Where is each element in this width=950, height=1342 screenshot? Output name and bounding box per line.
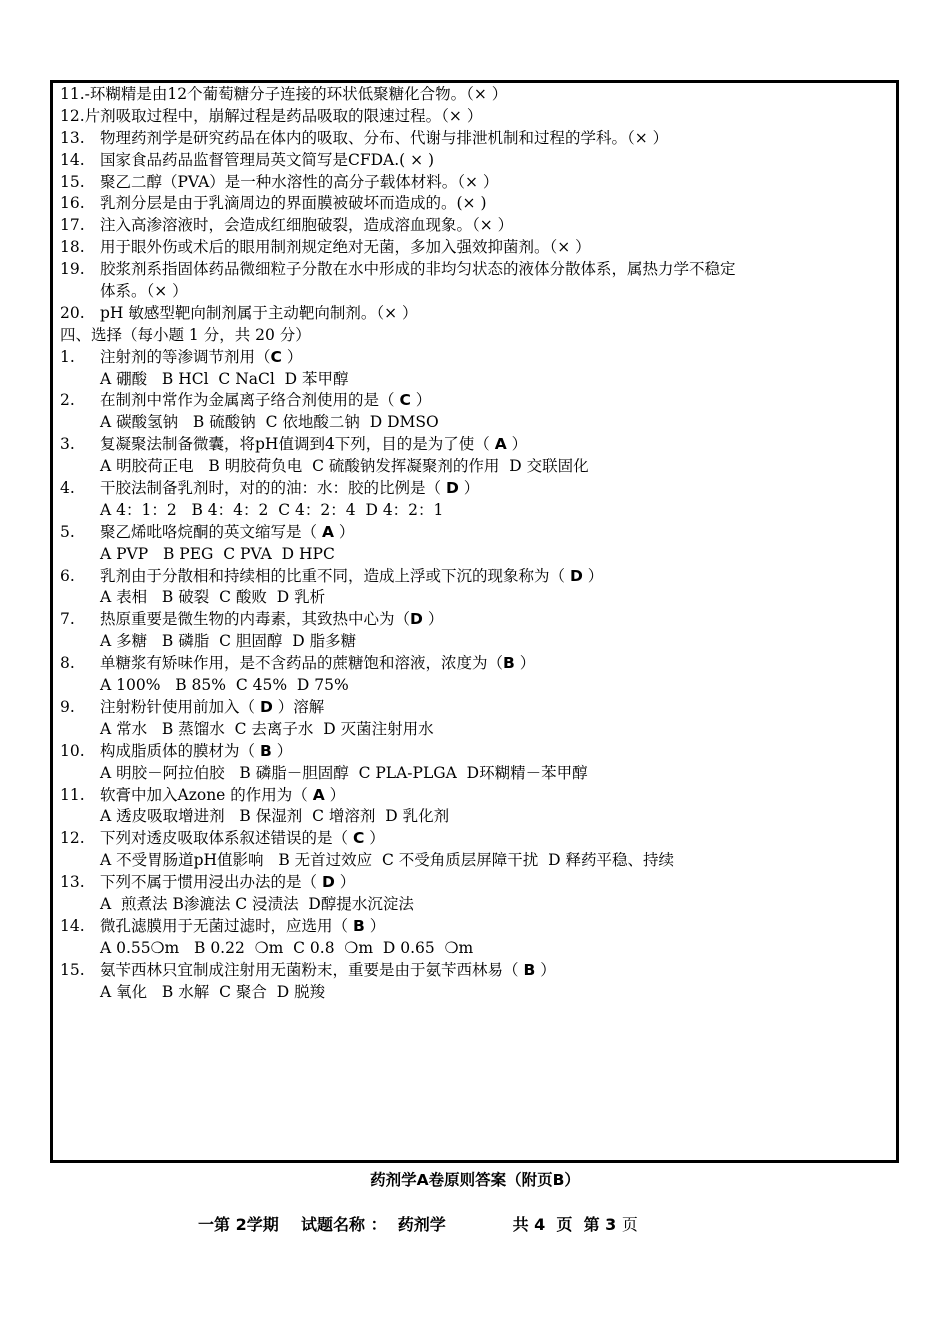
page-suffix: 页 — [621, 1215, 638, 1234]
text-fragment: 氨苄西林只宜制成注射用无菌粉末，重要是由于氨苄西林易（ — [100, 960, 524, 979]
answer-letter: A — [494, 435, 507, 454]
judge-item — [60, 106, 895, 128]
text-fragment: 6. — [60, 566, 75, 585]
text-fragment: 体系。（× ） — [100, 282, 188, 301]
text-fragment: 聚乙二醇（PVA）是一种水溶性的高分子载体材料。（× ） — [100, 172, 499, 191]
text-fragment: 物理药剂学是研究药品在体内的吸取、分布、代谢与排泄机制和过程的学科。（× ） — [100, 128, 669, 147]
judge-item — [60, 150, 895, 172]
choice-question — [60, 390, 895, 412]
judge-item-continuation — [60, 281, 895, 303]
text-fragment: 软膏中加入Azone 的作用为（ — [100, 785, 313, 804]
judge-item — [60, 259, 895, 281]
text-fragment: 14. — [60, 150, 85, 169]
text-fragment: ） — [422, 610, 444, 629]
text-fragment: ） — [334, 873, 356, 892]
text-fragment: 4. — [60, 479, 75, 498]
text-fragment: 12. — [60, 106, 85, 125]
text-fragment: 国家食品药品监督管理局英文简写是CFDA.( × ) — [100, 150, 435, 169]
text-fragment: 5. — [60, 522, 75, 541]
answer-letter: D — [259, 697, 273, 716]
choice-question — [60, 741, 895, 763]
text-fragment: 干胶法制备乳剂时，对的的油：水：胶的比例是（ — [100, 479, 446, 498]
choice-options: A 0.55❍m B 0.22 ❍m C 0.8 ❍m D 0.65 ❍m — [100, 938, 474, 957]
text-fragment: 12. — [60, 829, 85, 848]
choice-options: A 煎煮法 B渗漉法 C 浸渍法 D醇提水沉淀法 — [100, 894, 414, 913]
choice-options: A 表相 B 破裂 C 酸败 D 乳析 — [100, 588, 326, 607]
answer-letter: D — [321, 873, 335, 892]
text-fragment: 下列对透皮吸取体系叙述错误的是（ — [100, 829, 353, 848]
choice-question — [60, 609, 895, 631]
choice-options: A 氧化 B 水解 C 聚合 D 脱羧 — [100, 982, 326, 1001]
choice-options: A 透皮吸取增进剂 B 保湿剂 C 增溶剂 D 乳化剂 — [100, 807, 450, 826]
answer-letter: B — [523, 960, 536, 979]
choice-question — [60, 828, 895, 850]
text-fragment: 在制剂中常作为金属离子络合剂使用的是（ — [100, 391, 400, 410]
answer-letter: A — [312, 785, 325, 804]
text-fragment: 15. — [60, 172, 85, 191]
choice-options: A 多糖 B 磷脂 C 胆固醇 D 脂多糖 — [100, 632, 357, 651]
choice-question — [60, 785, 895, 807]
text-fragment: ） — [281, 347, 303, 366]
text-fragment: ） — [535, 960, 556, 979]
text-fragment: ） — [324, 785, 346, 804]
text-fragment: 乳剂由于分散相和持续相的比重不同，造成上浮或下沉的现象称为（ — [100, 566, 570, 585]
text-fragment: 复凝聚法制备微囊，将pH值调到4下列，目的是为了使（ — [100, 435, 495, 454]
text-fragment: 13. — [60, 873, 85, 892]
choice-options: A 常水 B 蒸馏水 C 去离子水 D 灭菌注射用水 — [100, 719, 434, 738]
answer-letter: A — [321, 522, 334, 541]
term-label: 一第 2学期 — [198, 1215, 279, 1234]
choice-options: A PVP B PEG C PVA D HPC — [100, 544, 335, 563]
text-fragment: ） — [582, 566, 604, 585]
text-fragment: 片剂吸取过程中，崩解过程是药品吸取的限速过程。（× ） — [84, 106, 483, 125]
judge-item — [60, 128, 895, 150]
text-fragment: ）溶解 — [272, 697, 325, 716]
text-fragment: 20. — [60, 303, 85, 322]
text-fragment: 2. — [60, 391, 75, 410]
page-footer — [198, 1212, 638, 1235]
text-fragment: ） — [333, 522, 355, 541]
choice-options: A 不受胃肠道pH值影响 B 无首过效应 C 不受角质层屏障干扰 D 释药平稳、持续 — [100, 851, 675, 870]
answer-letter: B — [503, 654, 515, 673]
answer-letter: C — [270, 347, 282, 366]
choice-options: A 碳酸氢钠 B 硫酸钠 C 依地酸二钠 D DMSO — [100, 413, 439, 432]
choice-question — [60, 916, 895, 938]
text-fragment: 注入高渗溶液时，会造成红细胞破裂，造成溶血现象。（× ） — [100, 216, 514, 235]
text-fragment: ） — [364, 829, 385, 848]
judge-item — [60, 172, 895, 194]
text-fragment: 胶浆剂系指固体药品微细粒子分散在水中形成的非均匀状态的液体分散体系，属热力学不稳定 — [100, 260, 736, 279]
text-fragment: 构成脂质体的膜材为（ — [100, 741, 260, 760]
choice-question — [60, 347, 895, 369]
page-number: 第 3 — [583, 1215, 617, 1234]
answer-letter: B — [259, 741, 272, 760]
choice-question — [60, 653, 895, 675]
text-fragment: 19. — [60, 260, 85, 279]
text-fragment: 注射粉针使用前加入（ — [100, 697, 260, 716]
choice-question — [60, 872, 895, 894]
text-fragment: 11. — [60, 85, 85, 103]
choice-options: A 100% B 85% C 45% D 75% — [100, 676, 349, 695]
answer-letter: C — [352, 829, 365, 848]
choice-question — [60, 697, 895, 719]
text-fragment: 聚乙烯吡咯烷酮的英文缩写是（ — [100, 522, 322, 541]
choice-question — [60, 960, 895, 982]
text-fragment: 热原重要是微生物的内毒素，其致热中心为（ — [100, 610, 411, 629]
answer-letter: D — [569, 566, 583, 585]
text-fragment: 微孔滤膜用于无菌过滤时，应选用（ — [100, 916, 353, 935]
text-fragment: ） — [458, 479, 480, 498]
text-fragment: pH 敏感型靶向制剂属于主动靶向制剂。（× ） — [100, 303, 418, 322]
text-fragment: ） — [364, 916, 386, 935]
exam-name: 药剂学 — [397, 1215, 446, 1234]
choice-question — [60, 566, 895, 588]
judge-item — [60, 193, 895, 215]
text-fragment: 3. — [60, 435, 75, 454]
choice-options: A 4：1：2 B 4：4：2 C 4：2：4 D 4：2：1 — [100, 500, 444, 519]
judge-item — [60, 84, 895, 106]
text-fragment: 18. — [60, 238, 85, 257]
text-fragment: 16. — [60, 194, 85, 213]
text-fragment: 7. — [60, 610, 75, 629]
text-fragment: ） — [506, 435, 528, 454]
answer-letter: B — [352, 916, 365, 935]
text-fragment: 13. — [60, 128, 85, 147]
answer-letter: D — [445, 479, 459, 498]
text-fragment: 1. — [60, 347, 75, 366]
answer-sheet-title: 药剂学A卷原则答案（附页B） — [370, 1171, 580, 1189]
choice-options: A 明胶荷正电 B 明胶荷负电 C 硫酸钠发挥凝聚剂的作用 D 交联固化 — [100, 457, 589, 476]
text-fragment: 注射剂的等渗调节剂用（ — [100, 347, 271, 366]
section-heading: 四、选择（每小题 1 分，共 20 分） — [60, 325, 311, 344]
total-pages: 共 4 页 — [512, 1215, 573, 1234]
choice-options: A 明胶－阿拉伯胶 B 磷脂－胆固醇 C PLA-PLGA D环糊精－苯甲醇 — [100, 763, 588, 782]
text-fragment: 8. — [60, 654, 75, 673]
exam-label: 试题名称 ： — [301, 1215, 387, 1234]
text-fragment: 下列不属于惯用浸出办法的是（ — [100, 873, 322, 892]
judge-item — [60, 237, 895, 259]
judge-section — [60, 84, 895, 325]
text-fragment: ） — [271, 741, 293, 760]
text-fragment: 乳剂分层是由于乳滴周边的界面膜被破坏而造成的。(× ) — [100, 194, 487, 213]
answer-letter: C — [399, 391, 411, 410]
choice-options: A 硼酸 B HCl C NaCl D 苯甲醇 — [100, 369, 349, 388]
text-fragment: 10. — [60, 741, 85, 760]
text-fragment: 17. — [60, 216, 85, 235]
answer-content — [60, 84, 895, 1003]
text-fragment: 14. — [60, 916, 85, 935]
answer-letter: D — [410, 610, 423, 629]
judge-item — [60, 303, 895, 325]
text-fragment: ） — [410, 391, 432, 410]
text-fragment: 11. — [60, 785, 85, 804]
text-fragment: ） — [514, 654, 536, 673]
choice-question — [60, 434, 895, 456]
text-fragment: 9. — [60, 697, 75, 716]
choice-question — [60, 478, 895, 500]
judge-item — [60, 215, 895, 237]
choice-section — [60, 347, 895, 1004]
choice-question — [60, 522, 895, 544]
text-fragment: -环糊精是由12个葡萄糖分子连接的环状低聚糖化合物。（× ） — [84, 85, 508, 103]
text-fragment: 单糖浆有矫味作用，是不含药品的蔗糖饱和溶液，浓度为（ — [100, 654, 504, 673]
text-fragment: 15. — [60, 960, 85, 979]
text-fragment: 用于眼外伤或术后的眼用制剂规定绝对无菌，多加入强效抑菌剂。（× ） — [100, 238, 591, 257]
